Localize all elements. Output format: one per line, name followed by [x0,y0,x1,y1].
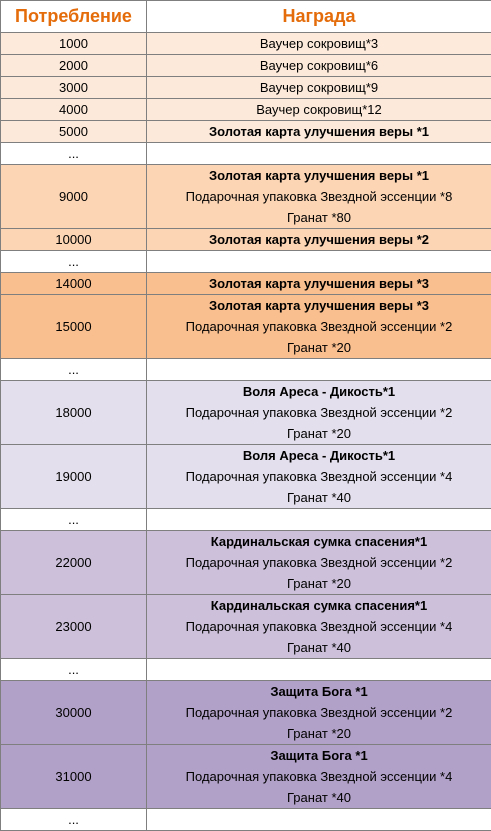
consumption-cell: ... [1,251,147,273]
reward-cell [147,77,491,99]
reward-line: Ваучер сокровищ*3 [147,33,491,54]
reward-line: Защита Бога *1 [147,681,491,702]
consumption-cell: ... [1,359,147,381]
reward-line: Золотая карта улучшения веры *2 [147,229,491,250]
reward-line [147,809,491,830]
reward-cell [147,55,491,77]
table-row [1,99,491,121]
consumption-cell: ... [1,143,147,165]
reward-line: Гранат *40 [147,787,491,808]
reward-line: Подарочная упаковка Звездной эссенции *2 [147,316,491,337]
reward-line [147,359,491,380]
table-row [1,359,491,381]
reward-cell [147,229,491,251]
reward-cell [147,99,491,121]
reward-line: Подарочная упаковка Звездной эссенции *2 [147,552,491,573]
reward-header: Награда [147,1,491,33]
reward-line [147,251,491,272]
reward-line: Ваучер сокровищ*9 [147,77,491,98]
consumption-cell: 4000 [1,99,147,121]
reward-cell [147,681,491,745]
table-row [1,809,491,831]
reward-line: Золотая карта улучшения веры *1 [147,165,491,186]
reward-line: Гранат *20 [147,337,491,358]
table-row [1,659,491,681]
consumption-cell: 2000 [1,55,147,77]
reward-line [147,509,491,530]
reward-cell [147,121,491,143]
reward-cell [147,659,491,681]
reward-cell [147,595,491,659]
table-row [1,745,491,809]
reward-line: Подарочная упаковка Звездной эссенции *4 [147,616,491,637]
table-row [1,681,491,745]
reward-line: Золотая карта улучшения веры *3 [147,295,491,316]
table-row [1,77,491,99]
table-row [1,273,491,295]
reward-cell [147,143,491,165]
reward-line: Воля Ареса - Дикость*1 [147,381,491,402]
reward-line: Кардинальская сумка спасения*1 [147,595,491,616]
reward-cell [147,745,491,809]
reward-line: Кардинальская сумка спасения*1 [147,531,491,552]
consumption-cell: 23000 [1,595,147,659]
consumption-cell: ... [1,659,147,681]
table-row [1,381,491,445]
reward-cell [147,531,491,595]
consumption-cell: 9000 [1,165,147,229]
table-row [1,295,491,359]
reward-line: Ваучер сокровищ*12 [147,99,491,120]
reward-line: Гранат *20 [147,573,491,594]
reward-cell [147,509,491,531]
reward-cell [147,445,491,509]
consumption-cell: 30000 [1,681,147,745]
header-row [1,1,491,33]
reward-line: Подарочная упаковка Звездной эссенции *4 [147,766,491,787]
reward-line: Гранат *20 [147,423,491,444]
table-row [1,509,491,531]
consumption-cell: 10000 [1,229,147,251]
consumption-cell: 19000 [1,445,147,509]
table-row [1,595,491,659]
reward-cell [147,251,491,273]
consumption-cell: 3000 [1,77,147,99]
reward-line: Гранат *80 [147,207,491,228]
table-row [1,33,491,55]
consumption-cell: 14000 [1,273,147,295]
reward-line: Защита Бога *1 [147,745,491,766]
reward-cell [147,33,491,55]
reward-cell [147,381,491,445]
reward-line: Подарочная упаковка Звездной эссенции *2 [147,702,491,723]
reward-line: Подарочная упаковка Звездной эссенции *4 [147,466,491,487]
reward-line: Гранат *40 [147,487,491,508]
table-row [1,531,491,595]
table-row [1,55,491,77]
consumption-cell: ... [1,509,147,531]
consumption-cell: 5000 [1,121,147,143]
reward-line [147,143,491,164]
reward-cell [147,273,491,295]
consumption-cell: 15000 [1,295,147,359]
reward-cell [147,165,491,229]
reward-rows [1,33,491,831]
consumption-cell: 22000 [1,531,147,595]
reward-line [147,659,491,680]
reward-line: Золотая карта улучшения веры *3 [147,273,491,294]
reward-line: Подарочная упаковка Звездной эссенции *2 [147,402,491,423]
table-row [1,251,491,273]
table-row [1,143,491,165]
consumption-cell: 1000 [1,33,147,55]
table-row [1,121,491,143]
reward-line: Гранат *20 [147,723,491,744]
table-row [1,229,491,251]
reward-line: Подарочная упаковка Звездной эссенции *8 [147,186,491,207]
reward-cell [147,809,491,831]
consumption-cell: ... [1,809,147,831]
reward-line: Ваучер сокровищ*6 [147,55,491,76]
reward-line: Золотая карта улучшения веры *1 [147,121,491,142]
reward-cell [147,295,491,359]
reward-line: Гранат *40 [147,637,491,658]
reward-line: Воля Ареса - Дикость*1 [147,445,491,466]
consumption-cell: 18000 [1,381,147,445]
table-row [1,165,491,229]
reward-cell [147,359,491,381]
consumption-cell: 31000 [1,745,147,809]
consumption-header: Потребление [1,1,147,33]
table-row [1,445,491,509]
